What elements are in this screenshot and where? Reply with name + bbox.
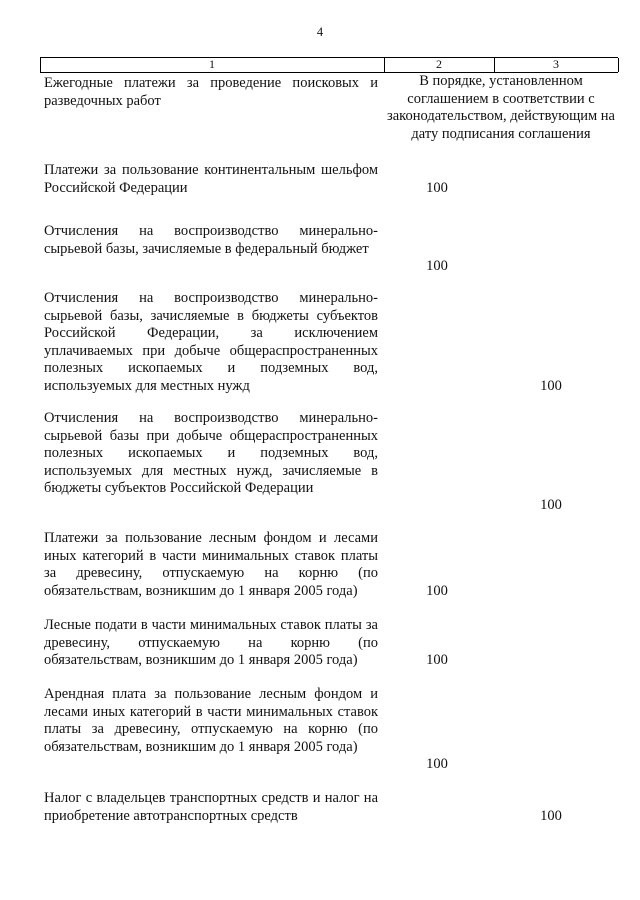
first-row-terms: В порядке, установленном соглашением в соответствии с законодательством, действующим на дату подписания соглашения [387,73,615,142]
row-0-col2: 100 [426,180,448,196]
column-header-3: 3 [553,57,559,71]
row-5-text: Лесные подати в части минимальных ставок платы за древесину, отпускаемую на корню (по обязательствам, возникшим до 1 января 2005 года) [44,617,378,668]
row-1-text: Отчисления на воспроизводство минерально-сырьевой базы, зачисляемые в федеральный бюджет [44,223,378,257]
row-7-col3: 100 [540,808,562,824]
row-3-col3: 100 [540,497,562,513]
row-3-text: Отчисления на воспроизводство минерально-сырьевой базы при добыче общераспространенных полезных ископаемых и подземных вод, используемых для местных нужд, зачисляемые в бюджеты субъектов Российской Федерации [44,410,378,496]
row-5-col2: 100 [426,652,448,668]
row-6-col2: 100 [426,756,448,772]
page-number: 4 [316,25,324,39]
first-row-text: Ежегодные платежи за проведение поисковых и разведочных работ [44,75,378,109]
row-4-col2: 100 [426,583,448,599]
row-2-text: Отчисления на воспроизводство минерально-сырьевой базы, зачисляемые в бюджеты субъектов Российской Федерации, за исключением уплачиваемых при добыче общераспространенных полезных ископаемых и подземных вод, используемых для местных нужд [44,290,378,394]
column-header-2: 2 [436,57,442,71]
column-header-1: 1 [209,57,215,71]
row-4-text: Платежи за пользование лесным фондом и лесами иных категорий в части минимальных ставок платы за древесину, отпускаемую на корню (по обязательствам, возникшим до 1 января 2005 года) [44,530,378,599]
row-0-text: Платежи за пользование континентальным шельфом Российской Федерации [44,162,378,196]
row-1-col2: 100 [426,258,448,274]
row-2-col3: 100 [540,378,562,394]
row-7-text: Налог с владельцев транспортных средств и налог на приобретение автотранспортных средств [44,790,378,824]
header-right-border [618,58,619,72]
row-6-text: Арендная плата за пользование лесным фондом и лесами иных категорий в части минимальных ставок платы за древесину, отпускаемую на корню (по обязательствам, возникшим до 1 января 2005 года) [44,686,378,755]
